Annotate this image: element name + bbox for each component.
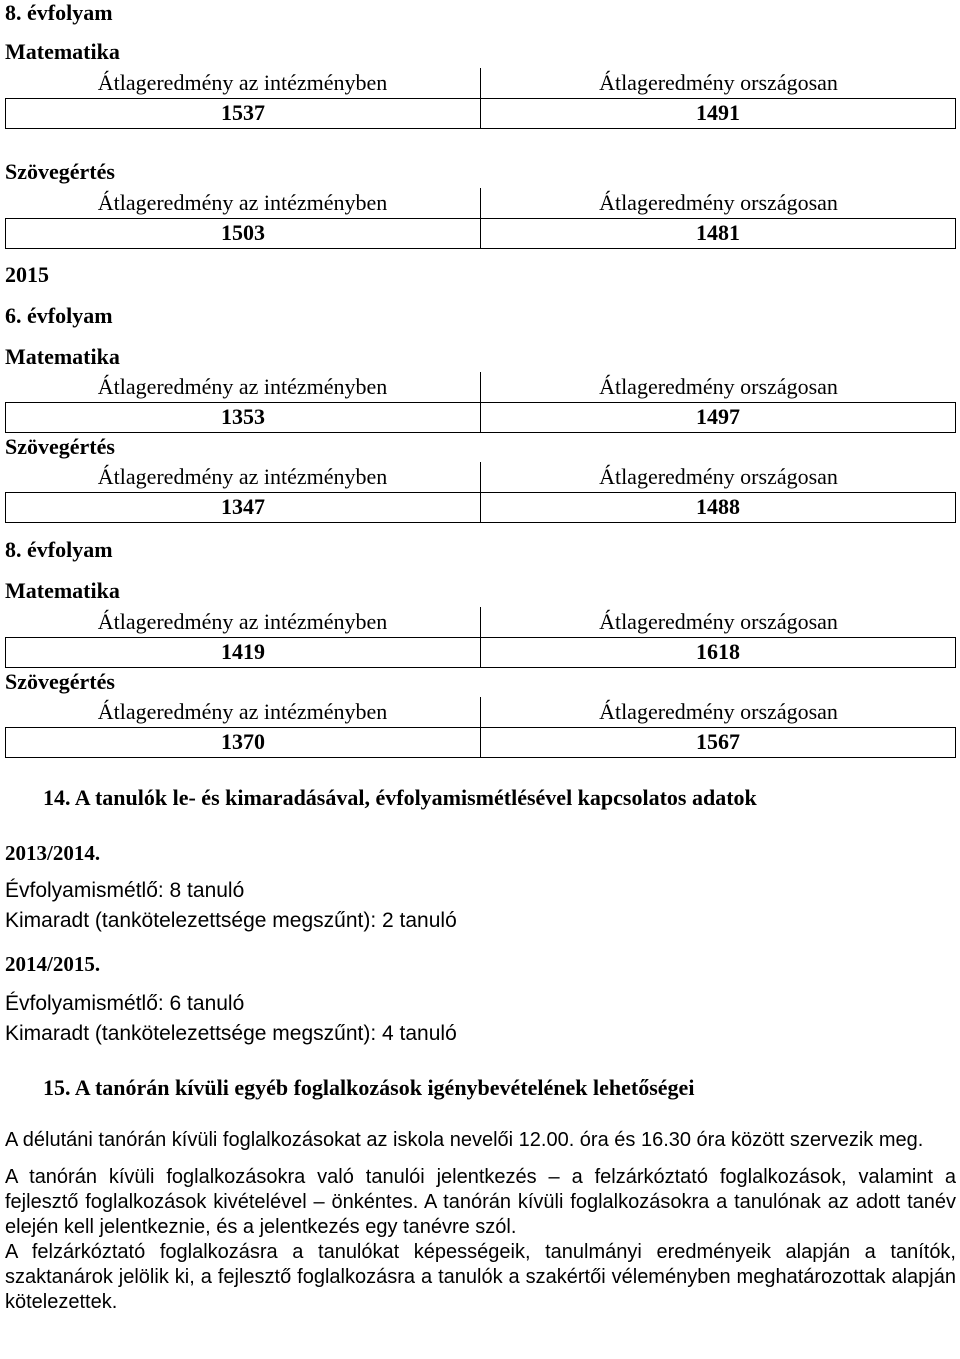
dropout-count-text: Kimaradt (tankötelezettsége megszűnt): 4 tanuló xyxy=(5,1022,457,1045)
grade-heading-6: 6. évfolyam xyxy=(5,303,113,328)
results-table-reading-8-2015 xyxy=(5,697,956,758)
repeat-count-text: Évfolyamismétlő: 6 tanuló xyxy=(5,992,245,1015)
table-header-institution: Átlageredmény az intézményben xyxy=(5,188,481,219)
grade-heading: 8. évfolyam xyxy=(5,0,113,25)
results-table-reading-8 xyxy=(5,188,956,249)
subject-heading-reading: Szövegértés xyxy=(5,159,115,184)
results-table-reading-6 xyxy=(5,462,956,523)
paragraph: A délutáni tanórán kívüli foglalkozásokat az iskola nevelői 12.00. óra és 16.30 óra között szervezik meg. xyxy=(5,1129,924,1151)
table-value-institution: 1353 xyxy=(5,403,481,433)
section-15-body xyxy=(5,1128,956,1315)
table-header-institution: Átlageredmény az intézményben xyxy=(5,68,481,99)
table-header-national: Átlageredmény országosan xyxy=(481,372,956,403)
table-value-institution: 1537 xyxy=(5,99,481,129)
subject-heading-math: Matematika xyxy=(5,39,120,64)
table-header-national: Átlageredmény országosan xyxy=(481,462,956,493)
school-year-heading: 2013/2014. xyxy=(5,841,101,865)
table-value-institution: 1503 xyxy=(5,219,481,249)
paragraph: A felzárkóztató foglalkozásra a tanulókat képességeik, tanulmányi eredményeik alapján a tanítók, szaktanárok jelölik ki, a fejlesztő foglalkozásra a tanulók a szakértői véleményben meghatározottak alapján kötelezettek. xyxy=(5,1241,956,1313)
table-header-institution: Átlageredmény az intézményben xyxy=(5,697,481,728)
table-value-national: 1618 xyxy=(481,638,956,668)
table-value-national: 1488 xyxy=(481,493,956,523)
table-header-national: Átlageredmény országosan xyxy=(481,68,956,99)
year-heading: 2015 xyxy=(5,262,49,287)
paragraph: A tanórán kívüli foglalkozásokra való tanulói jelentkezés – a felzárkóztató foglalkozások, valamint a fejlesztő foglalkozások kivételével – önkéntes. A tanórán kívüli foglalkozásokra a tanulónak az adott tanév elején kell jelentkeznie, és a jelentkezés egy tanévre szól. xyxy=(5,1166,956,1238)
school-year-heading: 2014/2015. xyxy=(5,952,101,976)
subject-heading-math: Matematika xyxy=(5,344,120,369)
table-value-institution: 1419 xyxy=(5,638,481,668)
table-value-national: 1481 xyxy=(481,219,956,249)
subject-heading-reading: Szövegértés xyxy=(5,434,115,459)
dropout-count-text: Kimaradt (tankötelezettsége megszűnt): 2 tanuló xyxy=(5,909,457,932)
table-header-institution: Átlageredmény az intézményben xyxy=(5,607,481,638)
table-header-national: Átlageredmény országosan xyxy=(481,697,956,728)
table-value-institution: 1347 xyxy=(5,493,481,523)
results-table-math-6 xyxy=(5,372,956,433)
results-table-math-8 xyxy=(5,68,956,129)
subject-heading-math: Matematika xyxy=(5,578,120,603)
table-value-national: 1491 xyxy=(481,99,956,129)
table-value-national: 1567 xyxy=(481,728,956,758)
table-header-institution: Átlageredmény az intézményben xyxy=(5,372,481,403)
table-header-national: Átlageredmény országosan xyxy=(481,607,956,638)
results-table-math-8-2015 xyxy=(5,607,956,668)
grade-heading-8: 8. évfolyam xyxy=(5,537,113,562)
section-14-title: 14. A tanulók le- és kimaradásával, évfolyamismétlésével kapcsolatos adatok xyxy=(43,785,757,810)
repeat-count-text: Évfolyamismétlő: 8 tanuló xyxy=(5,879,245,902)
table-value-national: 1497 xyxy=(481,403,956,433)
table-header-institution: Átlageredmény az intézményben xyxy=(5,462,481,493)
table-header-national: Átlageredmény országosan xyxy=(481,188,956,219)
subject-heading-reading: Szövegértés xyxy=(5,669,115,694)
table-value-institution: 1370 xyxy=(5,728,481,758)
section-15-title: 15. A tanórán kívüli egyéb foglalkozások igénybevételének lehetőségei xyxy=(43,1075,695,1100)
